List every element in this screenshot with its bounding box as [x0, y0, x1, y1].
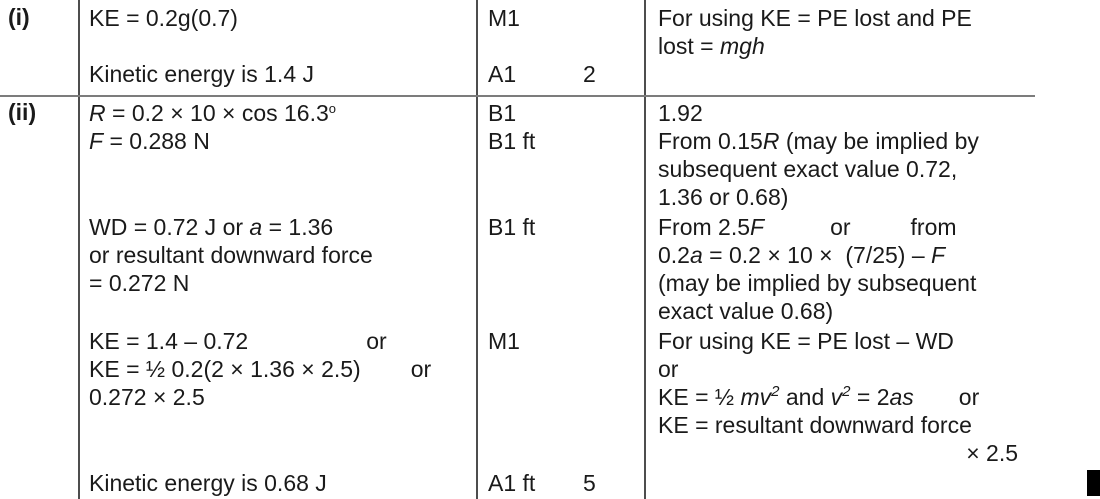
page-edge-artifact [1087, 470, 1100, 496]
working-ii-rf: R = 0.2 × 10 × cos 16.3$^o$ F = 0.288 N [89, 100, 336, 154]
working-ii-wd: WD = 0.72 J or a = 1.36 or resultant downward force = 0.272 N [89, 214, 373, 296]
marks-ii-m1: M1 [488, 328, 520, 354]
comment-ii-b1: 1.92 From 0.15R (may be implied by subsequent exact value 0.72, 1.36 or 0.68) [658, 100, 979, 210]
total-marks-ii: 5 [583, 470, 596, 496]
table-vline-marks [476, 0, 478, 499]
marks-ii-b1: B1 B1 ft [488, 100, 536, 154]
table-row-divider [0, 95, 1035, 97]
marks-i: M1 A1 [488, 5, 520, 87]
marks-ii-b1ft: B1 ft [488, 214, 536, 240]
comment-ii-m1: For using KE = PE lost – WD or KE = ½ $mv^2$ and $v^2 = 2as$ or KE = resultant downward force × 2.5 [658, 328, 1018, 466]
marks-ii-a1ft: A1 ft [488, 470, 536, 496]
working-i: KE = 0.2g(0.7) Kinetic energy is 1.4 J [89, 5, 315, 87]
table-vline-comments [644, 0, 646, 499]
working-ii-ans: Kinetic energy is 0.68 J [89, 470, 327, 496]
comment-i: For using KE = PE lost and PE lost = mgh [658, 5, 972, 59]
part-label-ii: (ii) [8, 99, 37, 125]
part-label-i: (i) [8, 4, 30, 30]
working-ii-ke: KE = 1.4 – 0.72 or KE = ½ 0.2(2 × 1.36 × 2.5) or 0.272 × 2.5 [89, 328, 432, 410]
total-marks-i: 2 [583, 61, 596, 87]
table-vline-part [78, 0, 80, 499]
comment-ii-b1ft: From 2.5F or from 0.2a = 0.2 × 10 × (7/25) – F (may be implied by subsequent exact value 0.68) [658, 214, 977, 324]
